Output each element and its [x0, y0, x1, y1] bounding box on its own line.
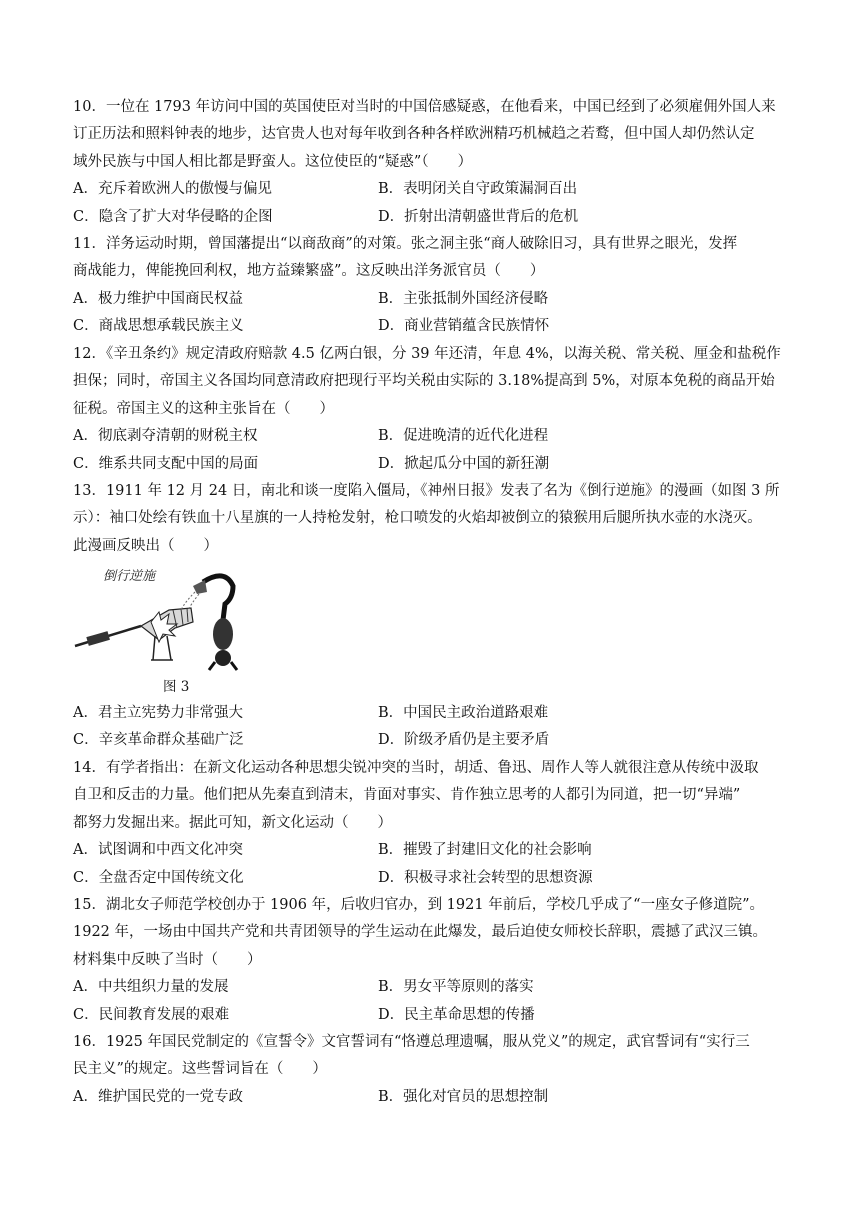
options-row [73, 451, 803, 478]
option-b[interactable]: B．中国民主政治道路艰难 [378, 705, 549, 721]
question-12 [73, 341, 803, 478]
figure-caption: 图 3 [163, 679, 190, 695]
question-10 [73, 94, 803, 231]
options-row [73, 865, 803, 892]
options-row [73, 204, 803, 231]
option-b[interactable]: B．男女平等原则的落实 [378, 979, 534, 996]
options-row [73, 313, 803, 340]
options-row [73, 176, 803, 203]
question-text-line: 11．洋务运动时期，曾国藩提出“以商敌商”的对策。张之洞主张“商人破除旧习，具有世界之眼光，发挥 [73, 236, 738, 252]
question-text-line: 征税。帝国主义的这种主张旨在（ ） [73, 400, 334, 417]
question-text-line: 12．《辛丑条约》规定清政府赔款 4.5 亿两白银，分 39 年还清，年息 4%，以海关税、常关税、厘金和盐税作 [73, 346, 781, 362]
question-text-line: 13．1911 年 12 月 24 日，南北和谈一度陷入僵局，《神州日报》发表了名为《倒行逆施》的漫画（如图 3 所 [73, 483, 780, 499]
option-c[interactable]: C．商战思想承载民族主义 [73, 318, 244, 335]
option-b[interactable]: B．强化对官员的思想控制 [378, 1088, 549, 1105]
option-c[interactable]: C．全盘否定中国传统文化 [73, 869, 244, 886]
question-text-line: 都努力发掘出来。据此可知，新文化运动（ ） [73, 814, 392, 831]
cartoon-figure [73, 562, 243, 672]
question-text-line: 自卫和反击的力量。他们把从先秦直到清末，肯面对事实、肯作独立思考的人都引为同道，把一切“异端” [73, 787, 741, 804]
question-text-line: 域外民族与中国人相比都是野蛮人。这位使臣的“疑惑”（ ） [73, 153, 473, 170]
question-text-line: 订正历法和照料钟表的地步，达官贵人也对每年收到各种各样欧洲精巧机械趋之若鹜，但中国人却仍然认定 [73, 126, 755, 143]
question-14 [73, 755, 803, 892]
option-d[interactable]: D．折射出清朝盛世背后的危机 [378, 208, 579, 225]
question-text-line: 16．1925 年国民党制定的《宣誓令》文官誓词有“恪遵总理遗嘱，服从党义”的规定，武官誓词有“实行三 [73, 1034, 750, 1050]
option-d[interactable]: D．阶级矛盾仍是主要矛盾 [378, 732, 550, 749]
question-text-line: 材料集中反映了当时（ ） [73, 951, 262, 968]
question-text-line: 15．湖北女子师范学校创办于 1906 年，后收归官办，到 1921 年前后，学校几乎成了“一座女子修道院”。 [73, 897, 765, 913]
options-row [73, 727, 803, 754]
options-row [73, 837, 803, 864]
question-13-options [73, 700, 803, 755]
option-d[interactable]: D．民主革命思想的传播 [378, 1006, 535, 1023]
option-b[interactable]: B．主张抵制外国经济侵略 [378, 290, 549, 307]
question-text-line: 1922 年，一场由中国共产党和共青团领导的学生运动在此爆发，最后迫使女师校长辞职，震撼了武汉三镇。 [73, 924, 768, 941]
options-row [73, 974, 803, 1001]
question-11 [73, 231, 803, 341]
option-a[interactable]: A．中共组织力量的发展 [73, 979, 229, 996]
options-row [73, 1002, 803, 1029]
options-row [73, 1084, 803, 1111]
option-a[interactable]: A．试图调和中西文化冲突 [73, 842, 243, 859]
option-a[interactable]: A．极力维护中国商民权益 [73, 290, 243, 307]
cartoon-handwritten-title: 倒行逆施 [103, 569, 156, 584]
question-text-line: 10．一位在 1793 年访问中国的英国使臣对当时的中国倍感疑惑，在他看来，中国已经到了必须雇佣外国人来 [73, 99, 776, 115]
question-13 [73, 478, 803, 560]
option-a[interactable]: A．维护国民党的一党专政 [73, 1088, 243, 1105]
options-row [73, 286, 803, 313]
option-a[interactable]: A．充斥着欧洲人的傲慢与偏见 [73, 181, 272, 198]
option-b[interactable]: B．促进晚清的近代化进程 [378, 428, 549, 445]
options-row [73, 423, 803, 450]
option-c[interactable]: C．辛亥革命群众基础广泛 [73, 732, 244, 749]
question-text-line: 担保；同时，帝国主义各国均同意清政府把现行平均关税由实际的 3.18%提高到 5%，对原本免税的商品开始 [73, 373, 775, 390]
question-text-line: 此漫画反映出（ ） [73, 537, 218, 554]
option-b[interactable]: B．表明闭关自守政策漏洞百出 [378, 181, 578, 198]
question-16 [73, 1029, 803, 1111]
option-c[interactable]: C．民间教育发展的艰难 [73, 1006, 230, 1023]
cartoon-illustration [73, 562, 243, 672]
question-text-line: 14．有学者指出：在新文化运动各种思想尖锐冲突的当时，胡适、鲁迅、周作人等人就很注意从传统中汲取 [73, 760, 759, 776]
option-d[interactable]: D．商业营销蕴含民族情怀 [378, 318, 550, 335]
question-text-line: 民主义”的规定。这些誓词旨在（ ） [73, 1061, 327, 1078]
question-15 [73, 892, 803, 1029]
options-row [73, 700, 803, 727]
option-a[interactable]: A．彻底剥夺清朝的财税主权 [73, 428, 258, 445]
option-c[interactable]: C．维系共同支配中国的局面 [73, 455, 259, 472]
option-d[interactable]: D．积极寻求社会转型的思想资源 [378, 869, 593, 886]
option-c[interactable]: C．隐含了扩大对华侵略的企图 [73, 208, 273, 225]
question-text-line: 示）：袖口处绘有铁血十八星旗的一人持枪发射，枪口喷发的火焰却被倒立的猿猴用后腿所执水壶的水浇灭。 [73, 510, 762, 527]
option-d[interactable]: D．掀起瓜分中国的新狂潮 [378, 455, 550, 472]
question-text-line: 商战能力，俾能挽回利权，地方益臻繁盛”。这反映出洋务派官员（ ） [73, 263, 545, 280]
option-b[interactable]: B．摧毁了封建旧文化的社会影响 [378, 842, 592, 859]
option-a[interactable]: A．君主立宪势力非常强大 [73, 705, 243, 721]
